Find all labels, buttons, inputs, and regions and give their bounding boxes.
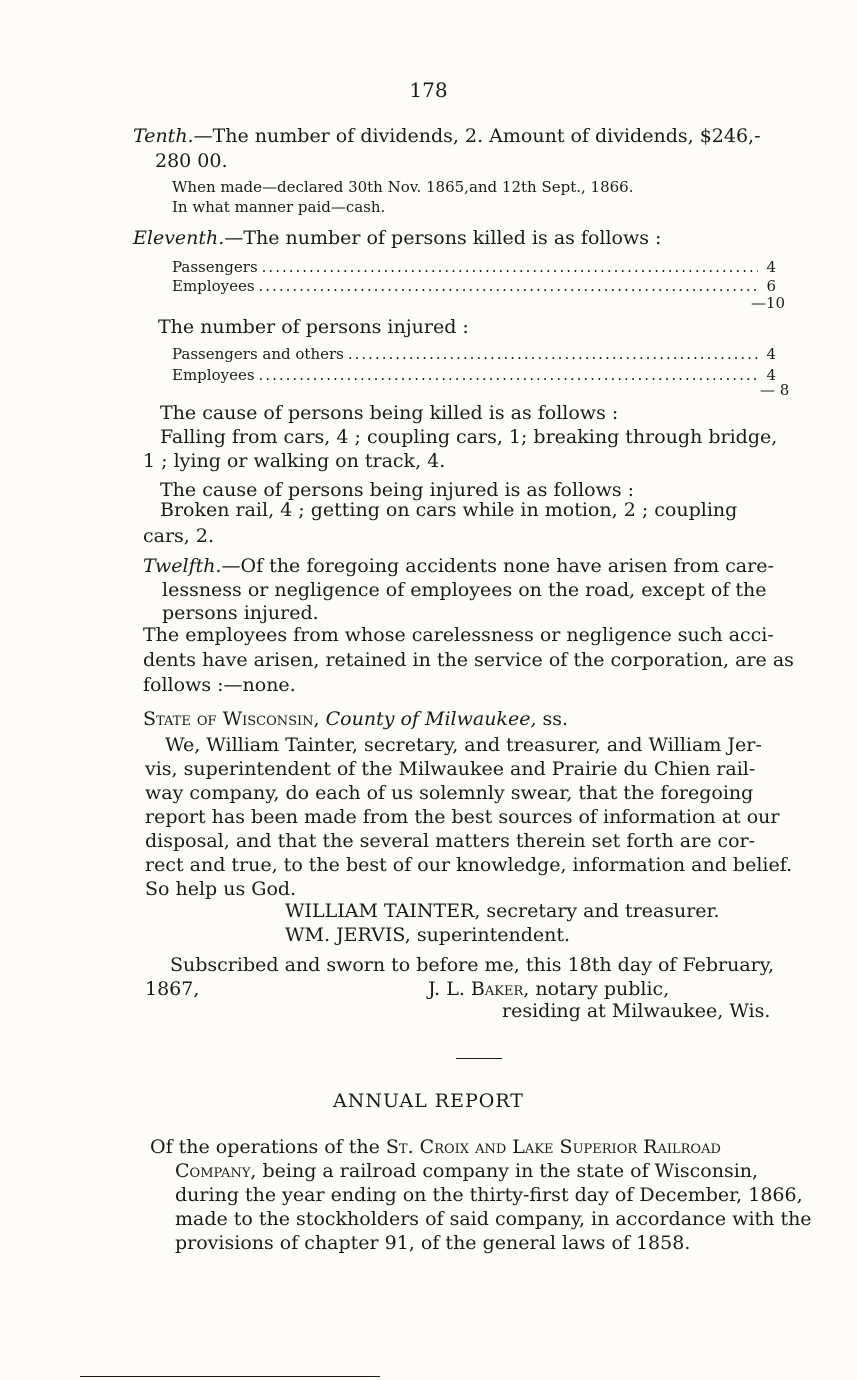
cause-killed-heading: The cause of persons being killed is as follows : [160,402,619,424]
injured-total: — 8 [760,381,790,399]
notary-title: notary public, [535,978,670,1000]
injured-value: 4 [766,345,776,363]
cause-killed-line-1: Falling from cars, 4 ; coupling cars, 1; breaking through bridge, [160,426,778,448]
injured-row-passengers [172,345,776,364]
killed-label: Employees [172,277,255,295]
twelfth-line-5: dents have arisen, retained in the service of the corporation, are as [143,649,794,671]
report-text: Of the operations of the [150,1136,386,1158]
twelfth-line-6: follows :—none. [143,674,296,696]
killed-value: 4 [766,258,776,276]
report-line-5: provisions of chapter 91, of the general laws of 1858. [175,1232,691,1254]
venue-ss: ss. [542,708,569,730]
subscribed-line: Subscribed and sworn to before me, this 18th day of February, [170,954,774,976]
section-divider [456,1058,502,1059]
oath-line-4: report has been made from the best sources of information at our [145,806,780,828]
notary-residence: residing at Milwaukee, Wis. [502,1000,771,1022]
tenth-line-1 [133,124,761,148]
tenth-when: When made—declared 30th Nov. 1865,and 12th Sept., 1866. [172,178,634,196]
twelfth-text: —Of the foregoing accidents none have arisen from care- [221,555,774,577]
tenth-text: —The number of dividends, 2. Amount of dividends, $246,- [193,125,761,147]
notary-name: J. L. Baker, [428,978,530,1000]
report-line-3: during the year ending on the thirty-first day of December, 1866, [175,1184,803,1206]
leader-dots [259,277,758,296]
twelfth-line-2: lessness or negligence of employees on the road, except of the [162,579,767,601]
cause-injured-heading: The cause of persons being injured is as follows : [160,479,635,501]
company-word: Company, [175,1160,257,1182]
venue-county: County of Milwaukee, [325,708,537,730]
twelfth-label: Twelfth. [143,555,222,577]
cause-injured-line-1: Broken rail, 4 ; getting on cars while in motion, 2 ; coupling [160,499,738,521]
oath-line-1: We, William Tainter, secretary, and treasurer, and William Jer- [165,734,762,756]
company-name: St. Croix and Lake Superior Railroad [385,1136,721,1158]
injured-label: Passengers and others [172,345,344,363]
page-number: 178 [409,78,448,102]
tenth-line-2: 280 00. [155,150,228,172]
report-text: being a railroad company in the state of Wisconsin, [256,1160,759,1182]
signature-tainter: WILLIAM TAINTER, secretary and treasurer. [285,900,720,922]
report-line-4: made to the stockholders of said company, in accordance with the [175,1208,812,1230]
twelfth-line-1 [143,554,774,578]
oath-line-2: vis, superintendent of the Milwaukee and Prairie du Chien rail- [145,758,756,780]
oath-line-5: disposal, and that the several matters therein set forth are cor- [145,830,756,852]
venue-line [143,707,568,731]
eleventh-label: Eleventh. [133,227,225,249]
killed-row-employees [172,277,776,296]
report-line-2 [175,1159,758,1183]
oath-line-7: So help us God. [145,878,297,900]
notary-line [428,977,669,1001]
eleventh-heading [133,226,661,250]
injured-value: 4 [766,366,776,384]
venue-state: State of Wisconsin, [143,708,320,730]
twelfth-line-4: The employees from whose carelessness or negligence such acci- [143,624,774,646]
signature-jervis: WM. JERVIS, superintendent. [285,924,571,946]
killed-value: 6 [766,277,776,295]
subscribed-year: 1867, [145,978,200,1000]
twelfth-line-3: persons injured. [162,602,319,624]
killed-label: Passengers [172,258,258,276]
cause-killed-line-2: 1 ; lying or walking on track, 4. [143,450,446,472]
leader-dots [262,258,758,277]
cause-injured-line-2: cars, 2. [143,525,215,547]
tenth-label: Tenth. [133,125,194,147]
killed-total: —10 [751,294,786,312]
injured-label: Employees [172,366,255,384]
annual-report-title: ANNUAL REPORT [333,1090,524,1112]
report-line-1 [150,1135,721,1159]
page-bottom-rule [80,1376,380,1377]
leader-dots [259,366,758,385]
oath-line-3: way company, do each of us solemnly swear, that the foregoing [145,782,754,804]
killed-row-passengers [172,258,776,277]
injured-heading: The number of persons injured : [158,316,469,338]
eleventh-heading-text: —The number of persons killed is as follows : [224,227,662,249]
tenth-manner: In what manner paid—cash. [172,198,386,216]
oath-line-6: rect and true, to the best of our knowledge, information and belief. [145,854,793,876]
leader-dots [348,345,758,364]
injured-row-employees [172,366,776,385]
